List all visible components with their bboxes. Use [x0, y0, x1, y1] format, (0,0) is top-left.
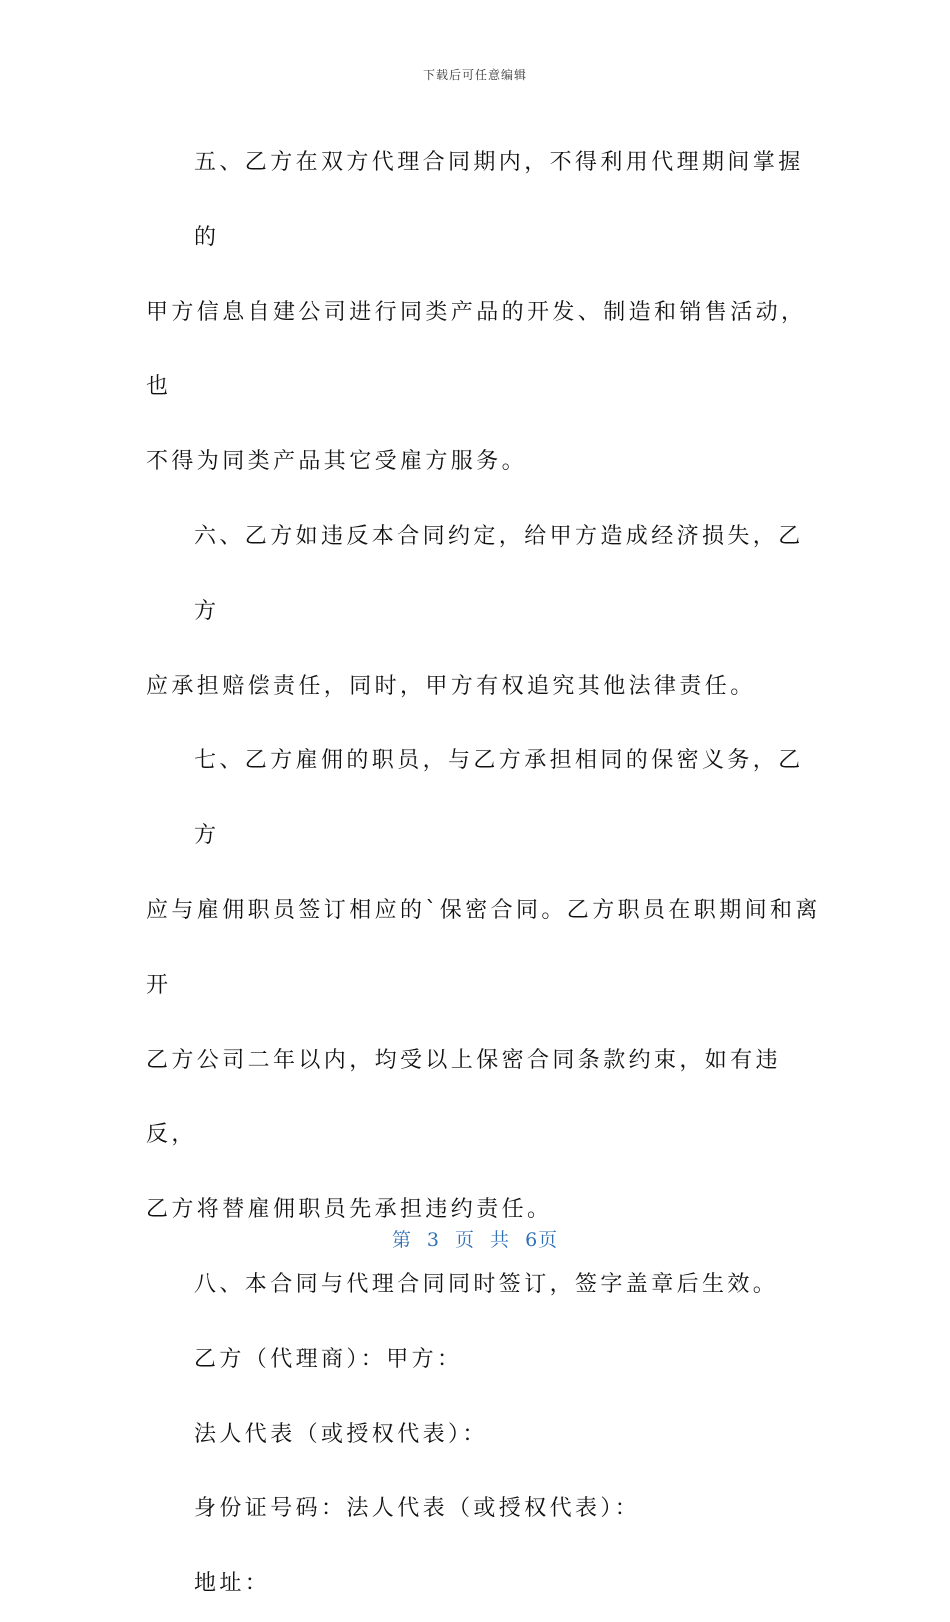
clause-seven-line-1: 七、乙方雇佣的职员，与乙方承担相同的保密义务，乙方 — [194, 748, 804, 849]
signature-legal-rep — [146, 1398, 826, 1473]
clause-five — [146, 126, 826, 500]
page-number: 第 3 页 共 6页 — [391, 1229, 559, 1251]
clause-six — [146, 500, 826, 724]
clause-five-line-1: 五、乙方在双方代理合同期内，不得利用代理期间掌握的 — [194, 150, 804, 250]
clause-six-line-2: 应承担赔偿责任，同时，甲方有权追究其他法律责任。 — [146, 673, 756, 699]
signature-address-line: 地址： — [194, 1571, 271, 1597]
signature-parties-line: 乙方（代理商）：甲方： — [194, 1346, 463, 1372]
clause-seven-line-2: 应与雇佣职员签订相应的`保密合同。乙方职员在职期间和离开 — [146, 897, 821, 998]
clause-six-line-1: 六、乙方如违反本合同约定，给甲方造成经济损失，乙方 — [194, 523, 804, 624]
signature-legal-rep-line: 法人代表（或授权代表）： — [194, 1421, 488, 1447]
clause-seven — [146, 724, 826, 1248]
page-header-note: 下载后可任意编辑 — [422, 68, 527, 82]
clause-eight-line-1: 八、本合同与代理合同同时签订，签字盖章后生效。 — [194, 1271, 779, 1297]
signature-address — [146, 1547, 826, 1622]
document-body — [146, 126, 826, 1622]
clause-eight — [146, 1248, 826, 1323]
signature-parties — [146, 1323, 826, 1398]
clause-seven-line-3: 乙方公司二年以内，均受以上保密合同条款约束，如有违反， — [146, 1047, 782, 1148]
clause-five-line-3: 不得为同类产品其它受雇方服务。 — [146, 449, 528, 475]
clause-five-line-2: 甲方信息自建公司进行同类产品的开发、制造和销售活动，也 — [146, 299, 807, 400]
signature-id-number — [146, 1472, 826, 1547]
signature-id-number-line: 身份证号码：法人代表（或授权代表）： — [194, 1496, 641, 1522]
clause-seven-line-4: 乙方将替雇佣职员先承担违约责任。 — [146, 1197, 553, 1223]
